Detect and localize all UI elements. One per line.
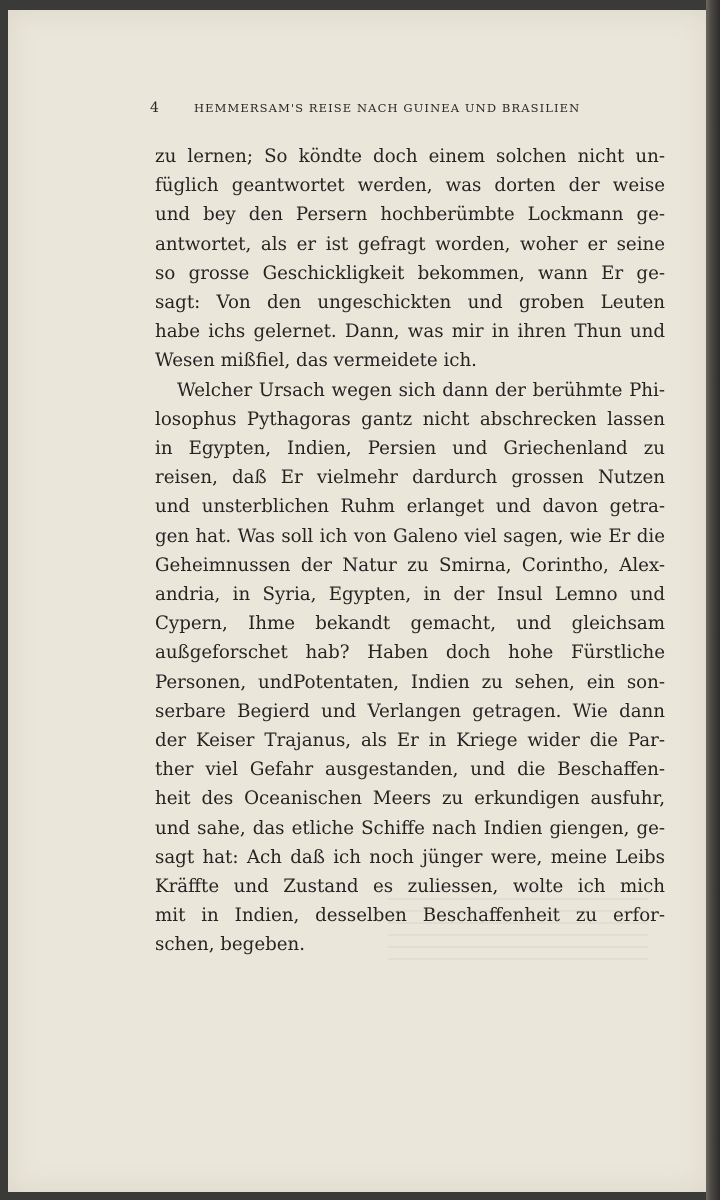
text-line: schen, begeben. — [155, 934, 305, 956]
text-line: Kräffte und Zustand es zuliessen, wolte ich mich — [155, 876, 665, 898]
book-page — [8, 10, 706, 1192]
text-line: mit in Indien, desselben Beschaffenheit zu erfor- — [155, 905, 665, 927]
text-line: reisen, daß Er vielmehr dardurch grossen Nutzen — [155, 467, 665, 489]
running-head — [150, 100, 620, 116]
text-line: füglich geantwortet werden, was dorten der weise — [155, 175, 665, 197]
text-line: ther viel Gefahr ausgestanden, und die Beschaffen- — [155, 759, 665, 781]
text-line: in Egypten, Indien, Persien und Griechenland zu — [155, 438, 665, 460]
text-line: so grosse Geschickligkeit bekommen, wann Er ge- — [155, 262, 665, 284]
text-line: Personen, undPotentaten, Indien zu sehen, ein son- — [155, 671, 665, 693]
page-number: 4 — [150, 100, 159, 116]
text-line: sagt: Von den ungeschickten und groben Leuten — [155, 292, 665, 314]
text-line: heit des Oceanischen Meers zu erkundigen ausfuhr, — [155, 788, 665, 810]
text-line: außgeforschet hab? Haben doch hohe Fürstliche — [155, 642, 665, 664]
paragraph-1 — [155, 142, 665, 376]
text-line: andria, in Syria, Egypten, in der Insul Lemno und — [155, 584, 665, 606]
text-line: Welcher Ursach wegen sich dann der berühmte Phi- — [177, 379, 665, 401]
text-line: Geheimnussen der Natur zu Smirna, Corintho, Alex- — [155, 554, 665, 576]
text-line: und unsterblichen Ruhm erlanget und davon getra- — [155, 496, 665, 518]
text-line: zu lernen; So köndte doch einem solchen nicht un- — [155, 146, 665, 167]
text-line: Cypern, Ihme bekandt gemacht, und gleichsam — [155, 613, 665, 635]
text-line: der Keiser Trajanus, als Er in Kriege wider die Par- — [155, 730, 665, 752]
text-line: habe ichs gelernet. Dann, was mir in ihren Thun und — [155, 321, 665, 343]
body-text — [155, 142, 665, 960]
running-head-title: HEMMERSAM'S REISE NACH GUINEA UND BRASILIEN — [194, 101, 581, 115]
text-line: antwortet, als er ist gefragt worden, woher er seine — [155, 233, 665, 255]
text-line: und bey den Persern hochberümbte Lockmann ge- — [155, 204, 665, 226]
book-page-edge — [706, 0, 720, 1200]
show-through-shadow — [388, 898, 648, 968]
text-line: Wesen mißfiel, das vermeidete ich. — [155, 350, 477, 372]
text-line: sagt hat: Ach daß ich noch jünger were, meine Leibs — [155, 846, 665, 868]
text-line: losophus Pythagoras gantz nicht abschrecken lassen — [155, 408, 665, 430]
text-line: serbare Begierd und Verlangen getragen. Wie dann — [155, 700, 665, 722]
text-line: und sahe, das etliche Schiffe nach Indien giengen, ge- — [155, 817, 665, 839]
text-line: gen hat. Was soll ich von Galeno viel sagen, wie Er die — [155, 525, 665, 547]
paragraph-2 — [155, 376, 665, 960]
